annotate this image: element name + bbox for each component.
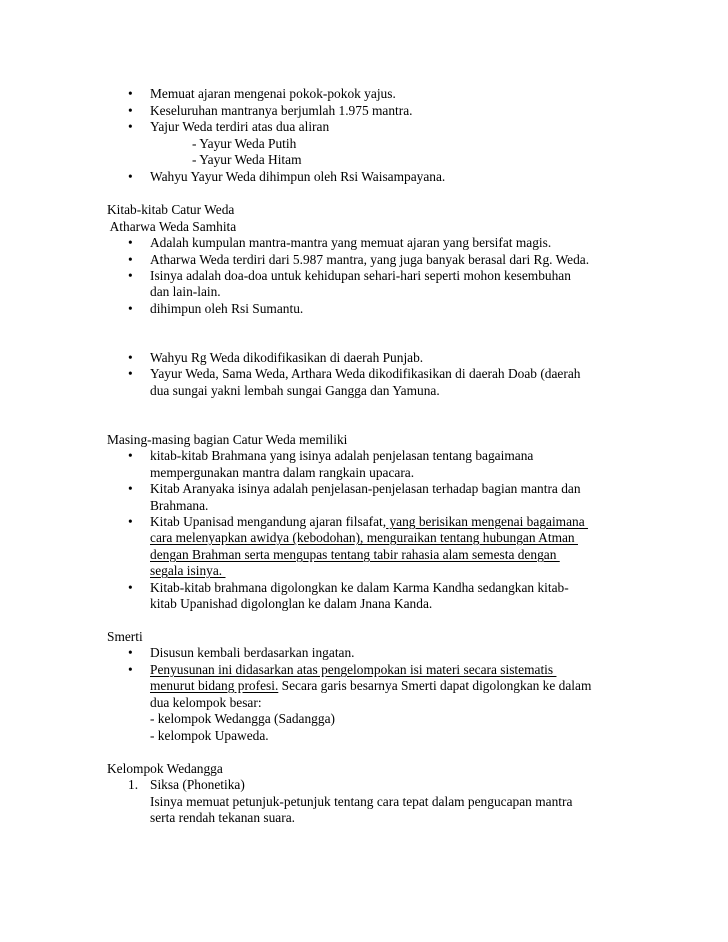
- sub-item: - Yayur Weda Putih: [192, 136, 297, 151]
- section-heading: Kitab-kitab Catur Weda: [107, 202, 235, 217]
- list-item-continuation: Isinya memuat petunjuk-petunjuk tentang cara tepat dalam pengucapan mantra: [150, 794, 573, 809]
- list-item: Kitab-kitab brahmana digolongkan ke dalam Karma Kandha sedangkan kitab-: [150, 580, 569, 595]
- list-item: kitab-kitab Brahmana yang isinya adalah penjelasan tentang bagaimana: [150, 448, 534, 463]
- section-heading: Smerti: [107, 629, 143, 644]
- smerti-continuation: Secara garis besarnya Smerti dapat digolongkan ke dalam: [278, 678, 592, 693]
- list-item-continuation: [150, 678, 591, 695]
- list-item: Isinya adalah doa-doa untuk kehidupan sehari-hari seperti mohon kesembuhan: [150, 268, 571, 283]
- upanisad-intro: Kitab Upanisad mengandung ajaran filsafat,: [150, 514, 387, 529]
- list-item-continuation: kitab Upanishad digolonglan ke dalam Jnana Kanda.: [150, 596, 433, 611]
- list-number: 1.: [128, 777, 139, 792]
- underlined-text: menurut bidang profesi.: [150, 678, 279, 693]
- list-item-continuation: dua sungai yakni lembah sungai Gangga dan Yamuna.: [150, 383, 440, 398]
- bullet-icon: •: [128, 268, 133, 283]
- list-item-continuation: dua kelompok besar:: [150, 695, 262, 710]
- list-item: [150, 514, 588, 531]
- list-item: Yayur Weda, Sama Weda, Arthara Weda dikodifikasikan di daerah Doab (daerah: [150, 366, 581, 381]
- bullet-icon: •: [128, 645, 133, 660]
- sub-item: - kelompok Upaweda.: [150, 728, 269, 743]
- sub-item: - kelompok Wedangga (Sadangga): [150, 711, 335, 726]
- bullet-icon: •: [128, 662, 133, 677]
- list-item: Siksa (Phonetika): [150, 777, 245, 792]
- bullet-icon: •: [128, 103, 133, 118]
- sub-item: - Yayur Weda Hitam: [192, 152, 302, 167]
- list-item: Wahyu Rg Weda dikodifikasikan di daerah Punjab.: [150, 350, 424, 365]
- list-item: Kitab Aranyaka isinya adalah penjelasan-penjelasan terhadap bagian mantra dan: [150, 481, 581, 496]
- bullet-icon: •: [128, 448, 133, 463]
- bullet-icon: •: [128, 301, 133, 316]
- bullet-icon: •: [128, 252, 133, 267]
- list-item-continuation: dan lain-lain.: [150, 284, 221, 299]
- list-item: Yajur Weda terdiri atas dua aliran: [150, 119, 330, 134]
- bullet-icon: •: [128, 119, 133, 134]
- section-subheading: Atharwa Weda Samhita: [107, 219, 237, 234]
- underlined-text: Penyusunan ini didasarkan atas pengelompokan isi materi secara sistematis: [150, 662, 557, 677]
- bullet-icon: •: [128, 366, 133, 381]
- bullet-icon: •: [128, 169, 133, 184]
- bullet-icon: •: [128, 350, 133, 365]
- underlined-text: dengan Brahman serta mengupas tentang tabir rahasia alam semesta dengan: [150, 547, 560, 562]
- bullet-icon: •: [128, 514, 133, 529]
- list-item: Keseluruhan mantranya berjumlah 1.975 mantra.: [150, 103, 413, 118]
- list-item: Wahyu Yayur Weda dihimpun oleh Rsi Waisampayana.: [150, 169, 446, 184]
- bullet-icon: •: [128, 580, 133, 595]
- underlined-text: segala isinya.: [150, 563, 226, 578]
- list-item: Adalah kumpulan mantra-mantra yang memuat ajaran yang bersifat magis.: [150, 235, 552, 250]
- bullet-icon: •: [128, 481, 133, 496]
- bullet-icon: •: [128, 86, 133, 101]
- list-item: Disusun kembali berdasarkan ingatan.: [150, 645, 355, 660]
- section-heading: Masing-masing bagian Catur Weda memiliki: [107, 432, 348, 447]
- underlined-text: yang berisikan mengenai bagaimana: [386, 514, 589, 529]
- list-item: Memuat ajaran mengenai pokok-pokok yajus.: [150, 86, 396, 101]
- bullet-icon: •: [128, 235, 133, 250]
- list-item-continuation: serta rendah tekanan suara.: [150, 810, 295, 825]
- list-item-continuation: Brahmana.: [150, 498, 209, 513]
- list-item: dihimpun oleh Rsi Sumantu.: [150, 301, 304, 316]
- underlined-text: cara melenyapkan awidya (kebodohan), menguraikan tentang hubungan Atman: [150, 530, 578, 545]
- list-item: Atharwa Weda terdiri dari 5.987 mantra, yang juga banyak berasal dari Rg. Weda.: [150, 252, 590, 267]
- section-heading: Kelompok Wedangga: [107, 761, 223, 776]
- list-item-continuation: mempergunakan mantra dalam rangkain upacara.: [150, 465, 415, 480]
